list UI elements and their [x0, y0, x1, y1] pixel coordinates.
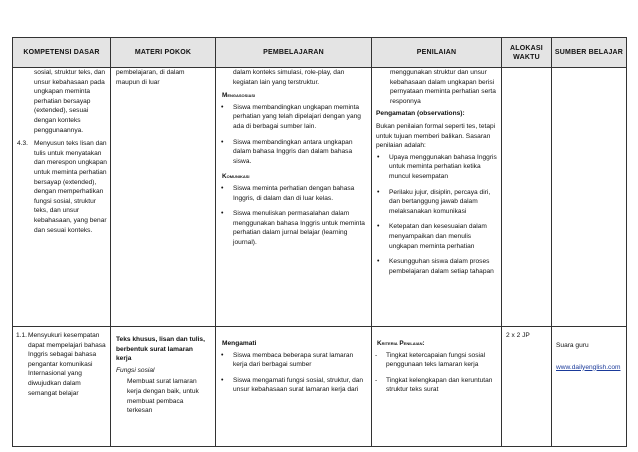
sumber-link[interactable] — [552, 351, 626, 373]
alokasi-cell — [502, 68, 552, 327]
sumber-item: Suara guru — [556, 342, 589, 349]
table-row — [13, 68, 627, 327]
kd-number: 1.1. — [16, 332, 27, 339]
kd-number: 4.3. — [17, 140, 28, 148]
penilaian-cell — [372, 327, 502, 447]
komunikasi-heading: Komunikasi — [222, 173, 250, 181]
penilaian-cell — [372, 68, 502, 327]
list-item: • Siswa mengamati fungsi sosial, struktur, dan unsur kebahasaan surat lamaran kerja dari — [216, 376, 365, 395]
website-link[interactable]: www.dailyenglish.com — [556, 363, 621, 371]
pengamatan-heading: Pengamatan (observations): — [376, 110, 465, 118]
kriteria-list — [372, 351, 501, 395]
kd-cell — [13, 327, 111, 447]
materi-cell — [111, 327, 216, 447]
header-penilaian: PENILAIAN — [372, 38, 502, 68]
list-item: • Siswa menuliskan permasalahan dalam menggunakan bahasa Inggris untuk meminta perhatian dalam jurnal belajar (learning journal). — [216, 209, 365, 247]
mengasosiasi-list — [216, 103, 371, 167]
alokasi-cell — [502, 327, 552, 447]
komunikasi-list — [216, 184, 371, 248]
list-item: • Kesungguhan siswa dalam proses pembelajaran dalam setiap tahapan — [372, 257, 497, 276]
sumber-cell — [552, 68, 627, 327]
kd-1-1 — [13, 327, 110, 398]
list-item: • Siswa meminta perhatian dengan bahasa Inggris, di dalam dan di luar kelas. — [216, 184, 365, 203]
kriteria-heading: Kriteria Penilaian: — [377, 340, 425, 347]
materi-title: Teks khusus, lisan dan tulis, berbentuk surat lamaran kerja — [116, 336, 205, 363]
list-item: • Siswa membaca beberapa surat lamaran kerja dari berbagai sumber — [216, 351, 365, 370]
table-row — [13, 327, 627, 447]
materi-fungsi-sosial: Fungsi sosial — [116, 366, 155, 374]
list-item: • Ketepatan dan kesesuaian dalam menyampaikan dan menulis ungkapan meminta perhatian — [372, 222, 497, 251]
penilaian-intro: menggunakan struktur dan unsur kebahasaan dalam ungkapan berisi pernyataan meminta perhatian serta responnya — [390, 69, 496, 105]
header-alokasi-waktu: ALOKASI WAKTU — [502, 38, 552, 68]
header-pembelajaran: PEMBELAJARAN — [216, 38, 372, 68]
sumber-cell — [552, 327, 627, 447]
header-kompetensi-dasar: KOMPETENSI DASAR — [13, 38, 111, 68]
pembelajaran-cell — [216, 68, 372, 327]
list-item: - Tingkat kelengkapan dan keruntutan struktur teks surat — [372, 376, 497, 395]
list-item: • Siswa membandingkan ungkapan meminta perhatian yang telah dipelajari dengan yang ada di berbagai sumber lain. — [216, 103, 365, 132]
kd-text: Menyusun teks lisan dan tulis untuk menyatakan dan merespon ungkapan untuk meminta perhatian bersayap (extended), dengan memperhatikan fungsi sosial, struktur teks, dan unsur kebahasaan, yang benar dan sesuai konteks. — [34, 140, 107, 234]
list-item: - Tingkat ketercapaian fungsi sosial penggunaan teks lamaran kerja — [372, 351, 497, 370]
kd-continuation: sosial, struktur teks, dan unsur kebahasaan pada ungkapan meminta perhatian bersayap (extended), sesuai dengan konteks penggunaannya. — [34, 69, 106, 134]
mengamati-heading: Mengamati — [222, 340, 257, 347]
list-item: • Siswa membandingkan antara ungkapan dalam bahasa Inggris dan dalam bahasa siswa. — [216, 138, 365, 167]
mengasosiasi-heading: Mengasosiasi — [222, 92, 256, 100]
kd-cell — [13, 68, 111, 327]
header-sumber-belajar: SUMBER BELAJAR — [552, 38, 627, 68]
materi-text: pembelajaran, di dalam maupun di luar — [116, 69, 185, 86]
materi-text: Membuat surat lamaran kerja dengan baik, untuk membuat pembaca terkesan — [127, 378, 199, 415]
alokasi-value: 2 x 2 JP — [506, 332, 530, 339]
header-materi-pokok: MATERI POKOK — [111, 38, 216, 68]
pembelajaran-intro: dalam konteks simulasi, role-play, dan kegiatan lain yang terstruktur. — [233, 69, 345, 86]
pembelajaran-cell — [216, 327, 372, 447]
header-row — [13, 38, 627, 68]
list-item: • Upaya menggunakan bahasa Inggris untuk meminta perhatian ketika muncul kesempatan — [372, 153, 497, 182]
mengamati-list — [216, 351, 371, 395]
penilaian-list — [372, 153, 501, 277]
syllabus-table — [12, 37, 627, 447]
kd-text: Mensyukuri kesempatan dapat mempelajari bahasa Inggris sebagai bahasa pengantar komunikasi Internasional yang diwujudkan dalam semangat belajar — [28, 332, 106, 397]
materi-cell — [111, 68, 216, 327]
list-item: • Perilaku jujur, disiplin, percaya diri, dan bertanggung jawab dalam melaksanakan komunikasi — [372, 188, 497, 217]
kd-4-3 — [13, 135, 110, 235]
pengamatan-text: Bukan penilaian formal seperti tes, tetapi untuk tujuan memberi balikan. Sasaran penilaian adalah: — [376, 122, 496, 150]
